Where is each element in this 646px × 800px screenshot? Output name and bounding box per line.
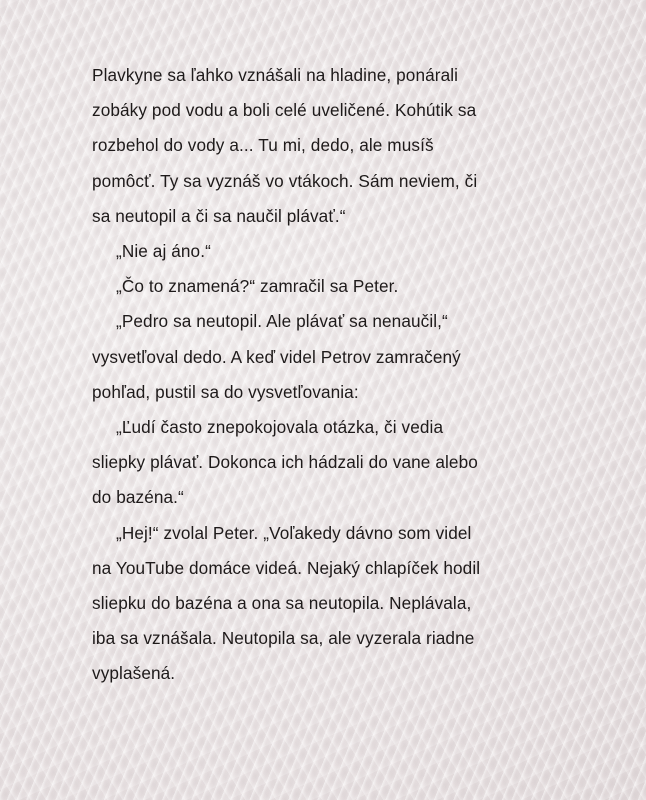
text-line: vysvetľoval dedo. A keď videl Petrov zamračený (92, 346, 461, 367)
text-line: „Čo to znamená?“ zamračil sa Peter. (116, 276, 399, 297)
text-line: „Nie aj áno.“ (116, 241, 211, 262)
text-line: na YouTube domáce videá. Nejaký chlapíček hodil (92, 557, 481, 578)
paragraph (92, 304, 562, 410)
text-line: sliepku do bazéna a ona sa neutopila. Neplávala, (92, 593, 472, 614)
text-line: vyplašená. (92, 663, 176, 684)
text-line: „Ľudí často znepokojovala otázka, či vedia (116, 417, 444, 438)
text-line: Plavkyne sa ľahko vznášali na hladine, ponárali (92, 65, 459, 85)
text-line: do bazéna.“ (92, 487, 184, 508)
paragraph (92, 58, 562, 234)
text-line: sliepky plávať. Dokonca ich hádzali do vane alebo (92, 452, 478, 473)
paragraph (92, 234, 562, 269)
text-line: iba sa vznášala. Neutopila sa, ale vyzerala riadne (92, 628, 475, 649)
text-line: zobáky pod vodu a boli celé uveličené. Kohútik sa (92, 100, 477, 121)
text-line: „Pedro sa neutopil. Ale plávať sa nenaučil,“ (116, 311, 448, 332)
book-page-text (92, 58, 562, 692)
paragraph (92, 410, 562, 516)
paragraph (92, 269, 562, 304)
text-line: pomôcť. Ty sa vyznáš vo vtákoch. Sám neviem, či (92, 170, 478, 191)
text-line: pohľad, pustil sa do vysvetľovania: (92, 381, 359, 402)
text-line: sa neutopil a či sa naučil plávať.“ (92, 205, 346, 226)
paragraph (92, 516, 562, 692)
text-line: rozbehol do vody a... Tu mi, dedo, ale musíš (92, 135, 434, 156)
text-line: „Hej!“ zvolal Peter. „Voľakedy dávno som videl (116, 522, 472, 543)
